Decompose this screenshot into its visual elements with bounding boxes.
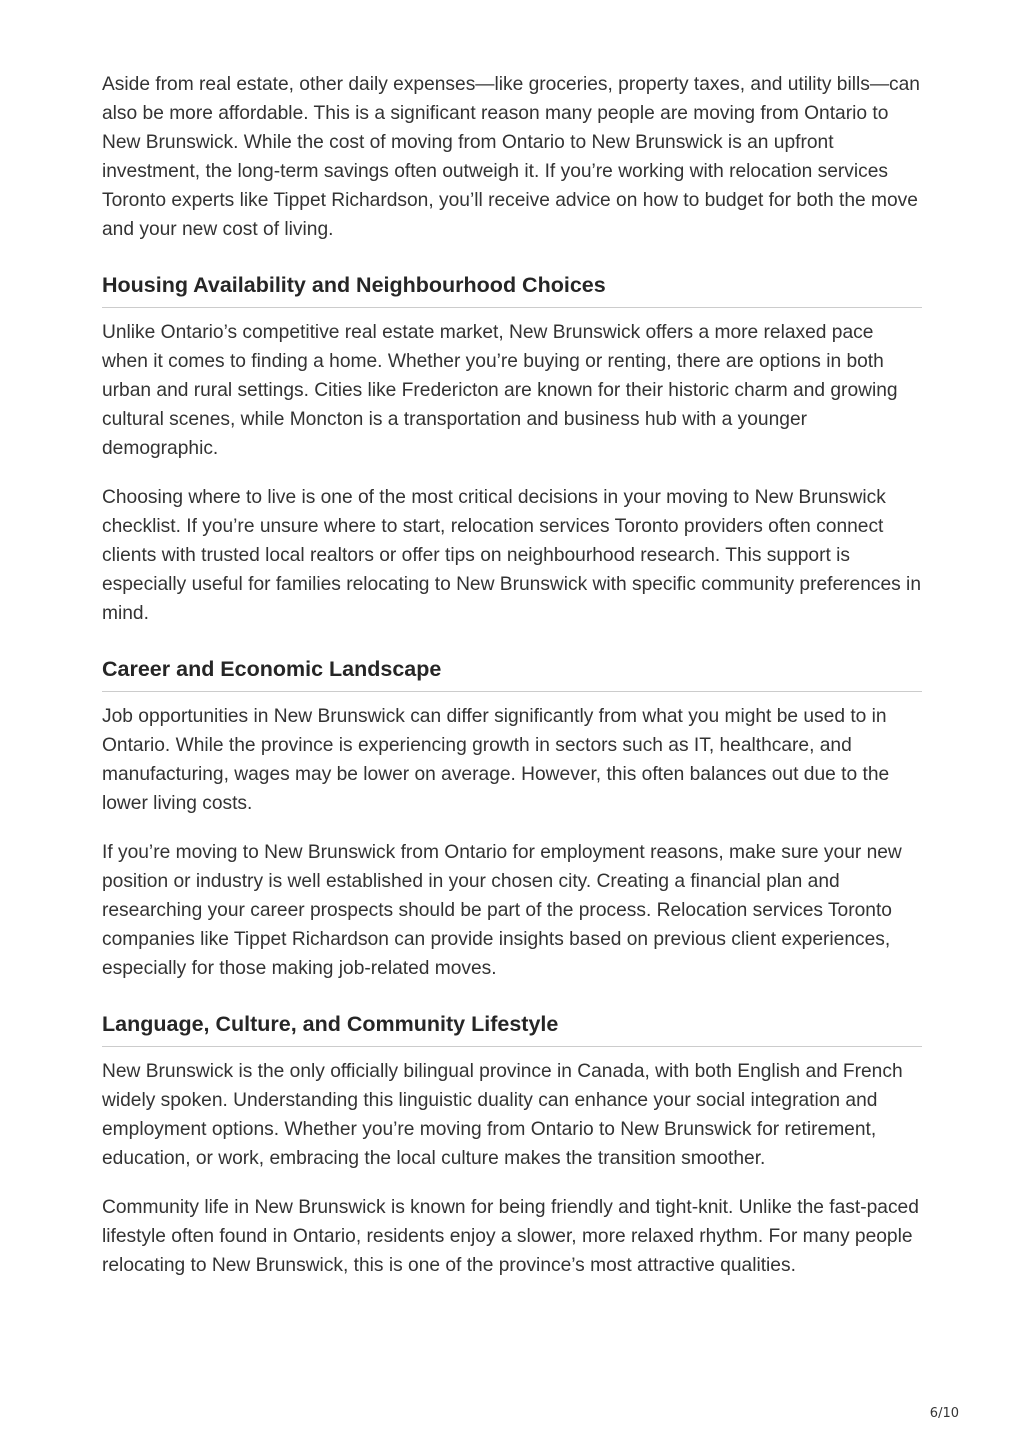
page-number: 6/10 <box>929 1406 959 1421</box>
section-heading-housing: Housing Availability and Neighbourhood Choices <box>102 271 922 308</box>
section-heading-language-culture: Language, Culture, and Community Lifestyle <box>102 1010 922 1047</box>
paragraph: Community life in New Brunswick is known for being friendly and tight-knit. Unlike the fast-paced lifestyle often found in Ontario, residents enjoy a slower, more relaxed rhythm. For many people relocating to New Brunswick, this is one of the province’s most attractive qualities. <box>102 1197 919 1276</box>
paragraph: Choosing where to live is one of the most critical decisions in your moving to New Brunswick checklist. If you’re unsure where to start, relocation services Toronto providers often connect clients with trusted local realtors or offer tips on neighbourhood research. This support is especially useful for families relocating to New Brunswick with specific community preferences in mind. <box>102 487 921 624</box>
section-language-culture <box>102 1010 922 1280</box>
paragraph: If you’re moving to New Brunswick from Ontario for employment reasons, make sure your new position or industry is well established in your chosen city. Creating a financial plan and researching your career prospects should be part of the process. Relocation services Toronto companies like Tippet Richardson can provide insights based on previous client experiences, especially for those making job-related moves. <box>102 842 902 979</box>
intro-paragraph: Aside from real estate, other daily expenses—like groceries, property taxes, and utility bills—can also be more affordable. This is a significant reason many people are moving from Ontario to New Brunswick. While the cost of moving from Ontario to New Brunswick is an upfront investment, the long-term savings often outweigh it. If you’re working with relocation services Toronto experts like Tippet Richardson, you’ll receive advice on how to budget for both the move and your new cost of living. <box>102 74 920 240</box>
section-housing <box>102 271 922 628</box>
paragraph: New Brunswick is the only officially bilingual province in Canada, with both English and French widely spoken. Understanding this linguistic duality can enhance your social integration and employment options. Whether you’re moving from Ontario to New Brunswick for retirement, education, or work, embracing the local culture makes the transition smoother. <box>102 1061 903 1169</box>
paragraph: Unlike Ontario’s competitive real estate market, New Brunswick offers a more relaxed pace when it comes to finding a home. Whether you’re buying or renting, there are options in both urban and rural settings. Cities like Fredericton are known for their historic charm and growing cultural scenes, while Moncton is a transportation and business hub with a younger demographic. <box>102 322 898 459</box>
section-heading-career: Career and Economic Landscape <box>102 655 922 692</box>
document-page <box>102 70 922 1300</box>
section-career <box>102 655 922 983</box>
paragraph: Job opportunities in New Brunswick can differ significantly from what you might be used to in Ontario. While the province is experiencing growth in sectors such as IT, healthcare, and manufacturing, wages may be lower on average. However, this often balances out due to the lower living costs. <box>102 706 890 814</box>
